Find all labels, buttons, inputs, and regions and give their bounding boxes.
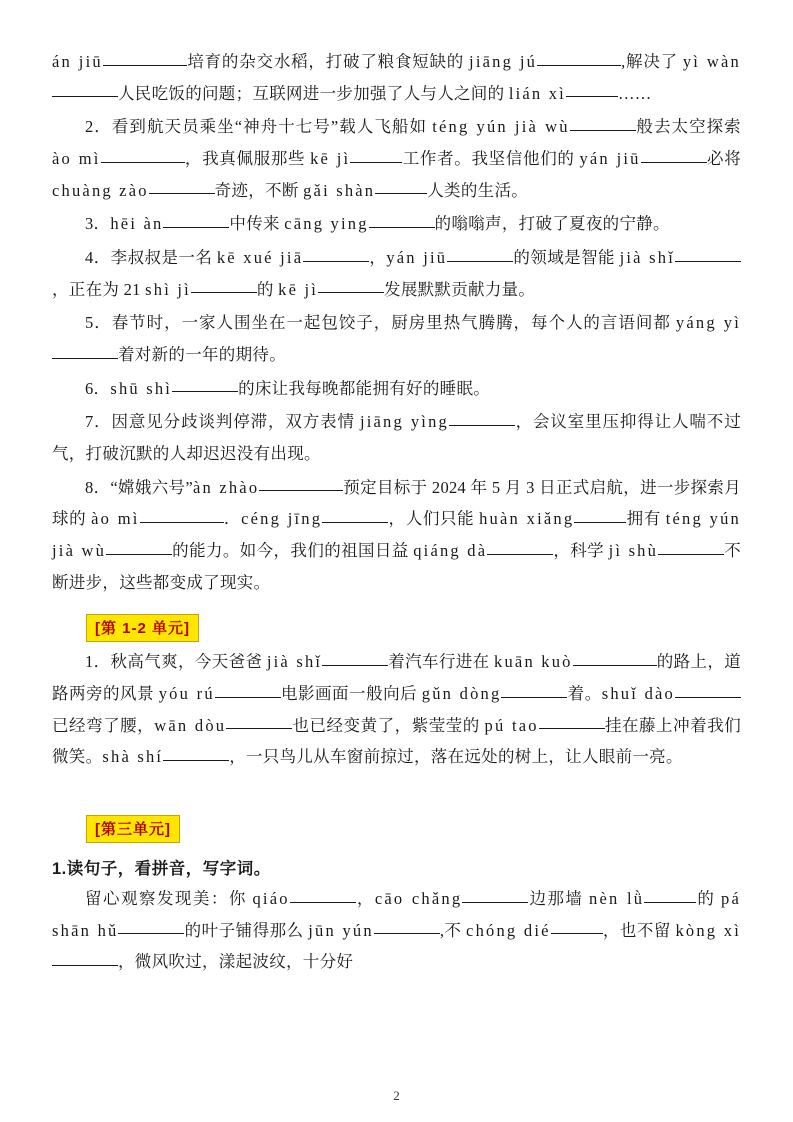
sentence-text: 留心观察发现美：你 [85, 889, 253, 909]
pinyin-text: jià shǐ [266, 652, 323, 672]
fill-in-blank[interactable] [191, 276, 257, 294]
sentence-text: ，科学 [553, 541, 609, 561]
pinyin-text: téng yún jià wù [52, 509, 741, 561]
sentence-text: 培育的杂交水稻，打破了粮食短缺的 [186, 52, 470, 71]
pinyin-text: yán jiū [386, 248, 448, 268]
fill-in-blank[interactable] [369, 210, 435, 228]
sentence-text: 人民吃饭的问题；互联网进一步加强了人与人之间的 [118, 83, 509, 103]
pinyin-text: kuān kuò [494, 652, 573, 672]
sentence-text: 也已经变黄了，紫莹莹的 [292, 715, 485, 735]
sentence-text: 7．因意见分歧谈判停滞，双方表情 [85, 412, 360, 432]
exercise-paragraph [52, 883, 741, 978]
fill-in-blank[interactable] [259, 474, 343, 492]
fill-in-blank[interactable] [350, 145, 402, 163]
page-number: 2 [393, 1088, 400, 1103]
sentence-text: ， [355, 889, 375, 909]
fill-in-blank[interactable] [375, 177, 427, 195]
pinyin-text: chóng dié [466, 920, 551, 940]
fill-in-blank[interactable] [322, 505, 388, 523]
pinyin-text: qiáo [252, 889, 290, 909]
sentence-text: 人类的生活。 [427, 180, 529, 200]
pinyin-text: ào mì [91, 509, 140, 529]
pinyin-text: jiāng yìng [359, 412, 449, 432]
fill-in-blank[interactable] [103, 48, 187, 66]
pinyin-text: chuàng zào [52, 180, 149, 200]
fill-in-blank[interactable] [163, 210, 229, 228]
sentence-text: 2．看到航天员乘坐“神舟十七号”载人飞船如 [85, 117, 433, 137]
sentence-text: 挂在藤上冲着我们微笑。 [52, 715, 741, 767]
fill-in-blank[interactable] [447, 244, 513, 262]
fill-in-blank[interactable] [172, 375, 238, 393]
pinyin-text: shà shí [102, 747, 164, 767]
exercise-paragraph [52, 307, 741, 370]
fill-in-blank[interactable] [573, 648, 657, 666]
pinyin-text: yì wàn [682, 52, 741, 71]
pinyin-text: jiāng jú [469, 52, 538, 71]
sentence-text: ，会议室里压抑得让人喘不过气，打破沉默的人却迟迟没有出现。 [52, 412, 741, 464]
sentence-text: 工作者。我坚信他们的 [402, 149, 580, 169]
sentence-text: 6． [85, 378, 111, 398]
sentence-text: 着汽车行进在 [388, 652, 495, 672]
sentence-text: 的嗡嗡声，打破了夏夜的宁静。 [434, 214, 670, 234]
fill-in-blank[interactable] [318, 276, 384, 294]
sentence-text: ,解决了 [621, 52, 683, 71]
fill-in-blank[interactable] [501, 680, 567, 698]
exercise-paragraph [52, 46, 741, 109]
sentence-text: 拥有 [626, 509, 666, 529]
fill-in-blank[interactable] [303, 244, 369, 262]
sentence-text: 的叶子铺得那么 [184, 920, 309, 940]
sentence-text: 奇迹，不断 [214, 180, 304, 200]
sentence-text: 的床让我每晚都能拥有好的睡眠。 [238, 378, 491, 398]
exercise-paragraph [52, 111, 741, 206]
exercise-paragraph [52, 373, 741, 405]
sentence-text: …… [617, 83, 652, 103]
pinyin-text: gǎi shàn [303, 180, 376, 200]
pinyin-text: lián xì [508, 83, 566, 103]
pinyin-text: cāng ying [284, 214, 369, 234]
sentence-text: 的 [696, 889, 721, 909]
sentence-text: 边那墙 [528, 889, 590, 909]
sentence-text: ，微风吹过，漾起波纹，十分好 [118, 952, 354, 972]
vertical-spacer [52, 775, 741, 801]
sentence-text: 发展默默贡献力量。 [384, 279, 536, 299]
sentence-text: 着对新的一年的期待。 [118, 345, 286, 365]
pinyin-text: jià shǐ [619, 248, 675, 268]
pinyin-text: wān dòu [154, 715, 227, 735]
sentence-text: 的能力。如今，我们的祖国日益 [172, 541, 414, 561]
fill-in-blank[interactable] [449, 408, 515, 426]
fill-in-blank[interactable] [487, 537, 553, 555]
pinyin-text: pá shān hǔ [52, 889, 741, 940]
pinyin-text: pú tao [484, 715, 539, 735]
pinyin-text: yáng yì [675, 313, 741, 333]
pinyin-text: jì shù [608, 541, 659, 561]
pinyin-text: kòng xì [675, 920, 742, 940]
sentence-text: 中传来 [229, 214, 285, 234]
sentence-text: 着。 [567, 684, 602, 704]
fill-in-blank[interactable] [551, 917, 603, 935]
sentence-text: ，也不留 [602, 920, 676, 940]
pinyin-text: kē xué jiā [216, 248, 304, 268]
pinyin-text: téng yún jià wù [432, 117, 570, 137]
fill-in-blank[interactable] [290, 885, 356, 903]
fill-in-blank[interactable] [675, 680, 741, 698]
sentence-text: 的领域是智能 [513, 248, 620, 268]
fill-in-blank[interactable] [570, 113, 636, 131]
fill-in-blank[interactable] [140, 505, 224, 523]
sentence-text: ,不 [439, 920, 467, 940]
fill-in-blank[interactable] [149, 177, 215, 195]
fill-in-blank[interactable] [101, 145, 185, 163]
sentence-text: 8．“嫦娥六号” [85, 477, 193, 497]
fill-in-blank[interactable] [566, 80, 618, 98]
fill-in-blank[interactable] [215, 680, 281, 698]
fill-in-blank[interactable] [537, 48, 621, 66]
fill-in-blank[interactable] [163, 743, 229, 761]
sentence-text: ，我真佩服那些 [184, 149, 311, 169]
exercise-paragraph [52, 242, 741, 305]
unit-heading-row [86, 600, 741, 646]
sentence-text: 电影画面一般向后 [280, 684, 422, 704]
sentence-text: ． [223, 509, 242, 529]
pinyin-text: gǔn dòng [421, 684, 502, 704]
fill-in-blank[interactable] [374, 917, 440, 935]
pinyin-text: jūn yún [308, 920, 374, 940]
fill-in-blank[interactable] [118, 917, 184, 935]
sentence-text: ， [369, 248, 387, 268]
sentence-text: 的 [256, 279, 279, 299]
exercise-paragraph [52, 406, 741, 469]
pinyin-text: shū shì [110, 378, 173, 398]
exercise-paragraph [52, 646, 741, 773]
pinyin-text: shì jì [145, 279, 191, 299]
pinyin-text: án jiū [52, 52, 103, 71]
unit-badge: [第三单元] [86, 815, 180, 843]
fill-in-blank[interactable] [675, 244, 741, 262]
pinyin-text: cāo chǎng [374, 889, 463, 909]
pinyin-text: kē jì [278, 279, 319, 299]
fill-in-blank[interactable] [52, 80, 118, 98]
sentence-text: ，人们只能 [388, 509, 480, 529]
fill-in-blank[interactable] [539, 712, 605, 730]
fill-in-blank[interactable] [641, 145, 707, 163]
pinyin-text: qiáng dà [413, 541, 488, 561]
fill-in-blank[interactable] [462, 885, 528, 903]
pinyin-text: shuǐ dào [601, 684, 675, 704]
pinyin-text: yán jiū [579, 149, 641, 169]
fill-in-blank[interactable] [322, 648, 388, 666]
pinyin-text: nèn lǜ [589, 889, 645, 909]
fill-in-blank[interactable] [226, 712, 292, 730]
sentence-text: 般去太空探索 [635, 117, 741, 137]
sentence-text: 的路上，道路两旁的风景 [52, 652, 741, 704]
pinyin-text: huàn xiǎng [479, 509, 575, 529]
pinyin-text: àn zhào [193, 477, 260, 497]
fill-in-blank[interactable] [52, 948, 118, 966]
sentence-text: 预定目标于 2024 年 5 月 3 日正式启航，进一步探索月球的 [52, 477, 742, 529]
fill-in-blank[interactable] [106, 537, 172, 555]
sentence-text: 已经弯了腰， [52, 715, 155, 735]
sentence-text: 3． [85, 214, 111, 234]
exercise-paragraph [52, 472, 741, 599]
pinyin-text: ào mì [52, 149, 101, 169]
unit-heading-row [86, 801, 741, 847]
fill-in-blank[interactable] [658, 537, 724, 555]
document-body [52, 46, 741, 978]
sentence-text: 不断进步，这些都变成了现实。 [52, 541, 741, 592]
section-title: 1.读句子，看拼音，写字词。 [52, 860, 271, 879]
pinyin-text: hēi àn [110, 214, 164, 234]
pinyin-text: kē jì [310, 149, 351, 169]
fill-in-blank[interactable] [644, 885, 696, 903]
exercise-paragraph [52, 208, 741, 240]
sentence-text: ，一只鸟儿从车窗前掠过，落在远处的树上，让人眼前一亮。 [229, 747, 683, 767]
sentence-text: ，正在为 21 [52, 279, 146, 299]
sentence-text: 1．秋高气爽，今天爸爸 [85, 652, 267, 672]
fill-in-blank[interactable] [52, 341, 118, 359]
sentence-text: 必将 [706, 149, 741, 169]
fill-in-blank[interactable] [574, 505, 626, 523]
pinyin-text: yóu rú [158, 684, 215, 704]
pinyin-text: céng jīng [241, 509, 323, 529]
unit-badge: [第 1-2 单元] [86, 614, 199, 642]
sentence-text: 4．李叔叔是一名 [85, 248, 217, 268]
sentence-text: 5．春节时，一家人围坐在一起包饺子，厨房里热气腾腾，每个人的言语间都 [85, 313, 676, 333]
